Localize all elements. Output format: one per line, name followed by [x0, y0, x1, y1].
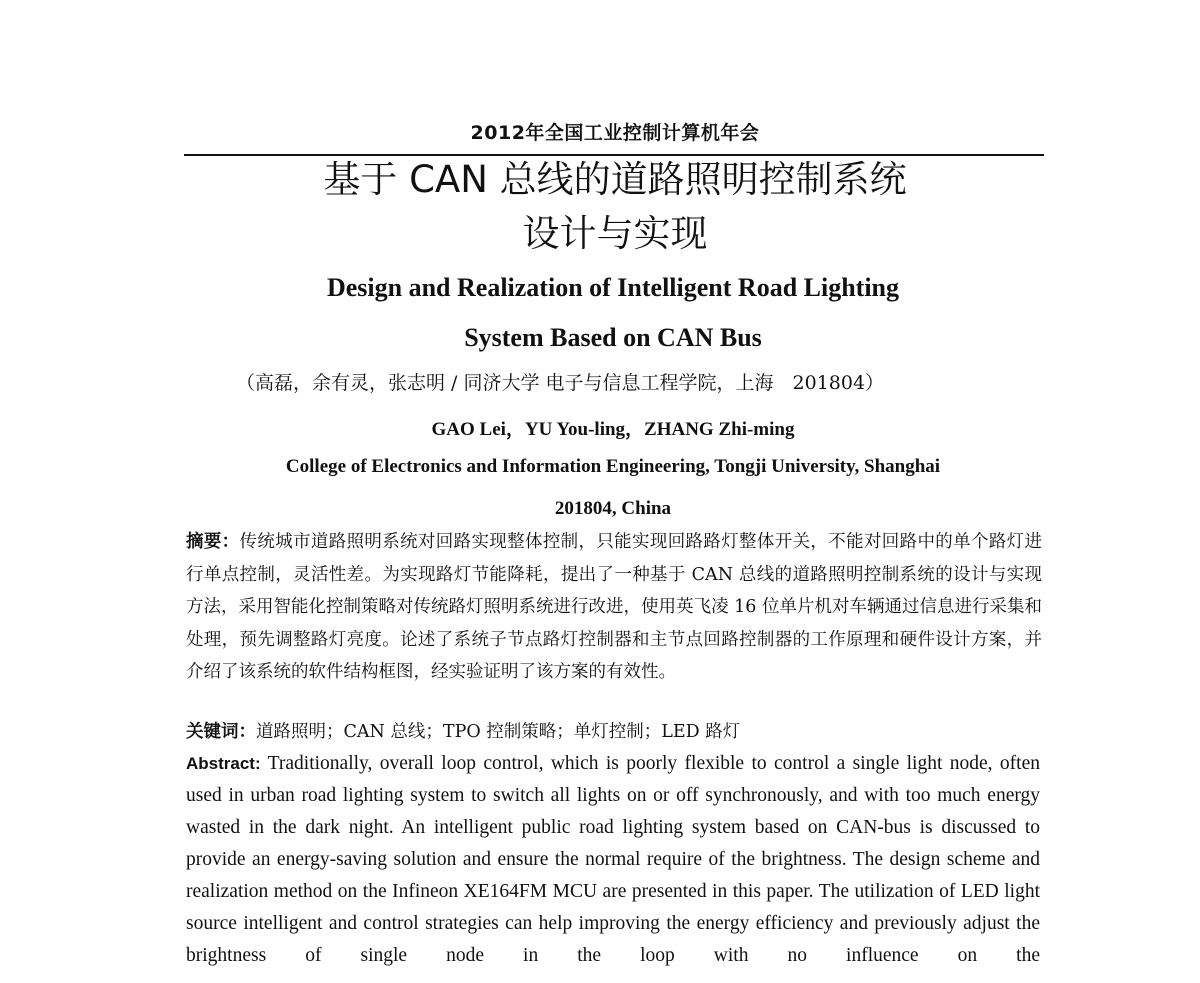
- abstract-en-text: Traditionally, overall loop control, which is poorly flexible to control a single light node, often used in urban road lighting system to switch all lights on or off synchronously, and with too much energy wasted in the dark night. An intelligent public road lighting system based on CAN-bus is discussed to provide an energy-saving solution and ensure the normal require of the brightness. The design scheme and realization method on the Infineon XE164FM MCU are presented in this paper. The utilization of LED light source intelligent and control strategies can help improving the energy efficiency and previously adjust the brightness of single node in the loop with no influence on the: [186, 753, 1040, 966]
- affiliation-en: College of Electronics and Information Engineering, Tongji University, Shanghai: [285, 456, 941, 477]
- abstract-cn-text: 传统城市道路照明系统对回路实现整体控制，只能实现回路路灯整体开关，不能对回路中的单个路灯进行单点控制，灵活性差。为实现路灯节能降耗，提出了一种基于 CAN 总线的道路照明控制系统的设计与实现方法，采用智能化控制策略对传统路灯照明系统进行改进，使用英飞凌 16 位单片机对车辆通过信息进行采集和处理，预先调整路灯亮度。论述了系统子节点路灯控制器和主节点回路控制器的工作原理和硬件设计方案，并介绍了该系统的软件结构框图，经实验证明了该方案的有效性。: [186, 532, 1043, 682]
- postcode-en: 201804, China: [554, 498, 672, 519]
- title-cn-line-1: 基于 CAN 总线的道路照明控制系统: [323, 158, 907, 201]
- abstract-cn-label: 摘要：: [186, 532, 240, 552]
- authors-en: GAO Lei，YU You-ling，ZHANG Zhi-ming: [431, 419, 795, 440]
- keywords-cn-label: 关键词：: [186, 722, 256, 742]
- authors-cn: （高磊，余有灵，张志明 / 同济大学 电子与信息工程学院，上海 201804）: [236, 372, 885, 394]
- abstract-en: [186, 748, 1040, 972]
- abstract-en-label: Abstract:: [186, 754, 261, 773]
- keywords-cn-text: 道路照明；CAN 总线；TPO 控制策略；单灯控制；LED 路灯: [256, 722, 741, 742]
- title-en-line-1: Design and Realization of Intelligent Road Lighting: [326, 273, 900, 302]
- abstract-cn: [186, 526, 1042, 689]
- title-cn-line-2: 设计与实现: [522, 212, 708, 255]
- title-en-line-2: System Based on CAN Bus: [464, 323, 762, 352]
- conference-header: 2012年全国工业控制计算机年会: [470, 122, 760, 144]
- keywords-cn: [186, 717, 1042, 747]
